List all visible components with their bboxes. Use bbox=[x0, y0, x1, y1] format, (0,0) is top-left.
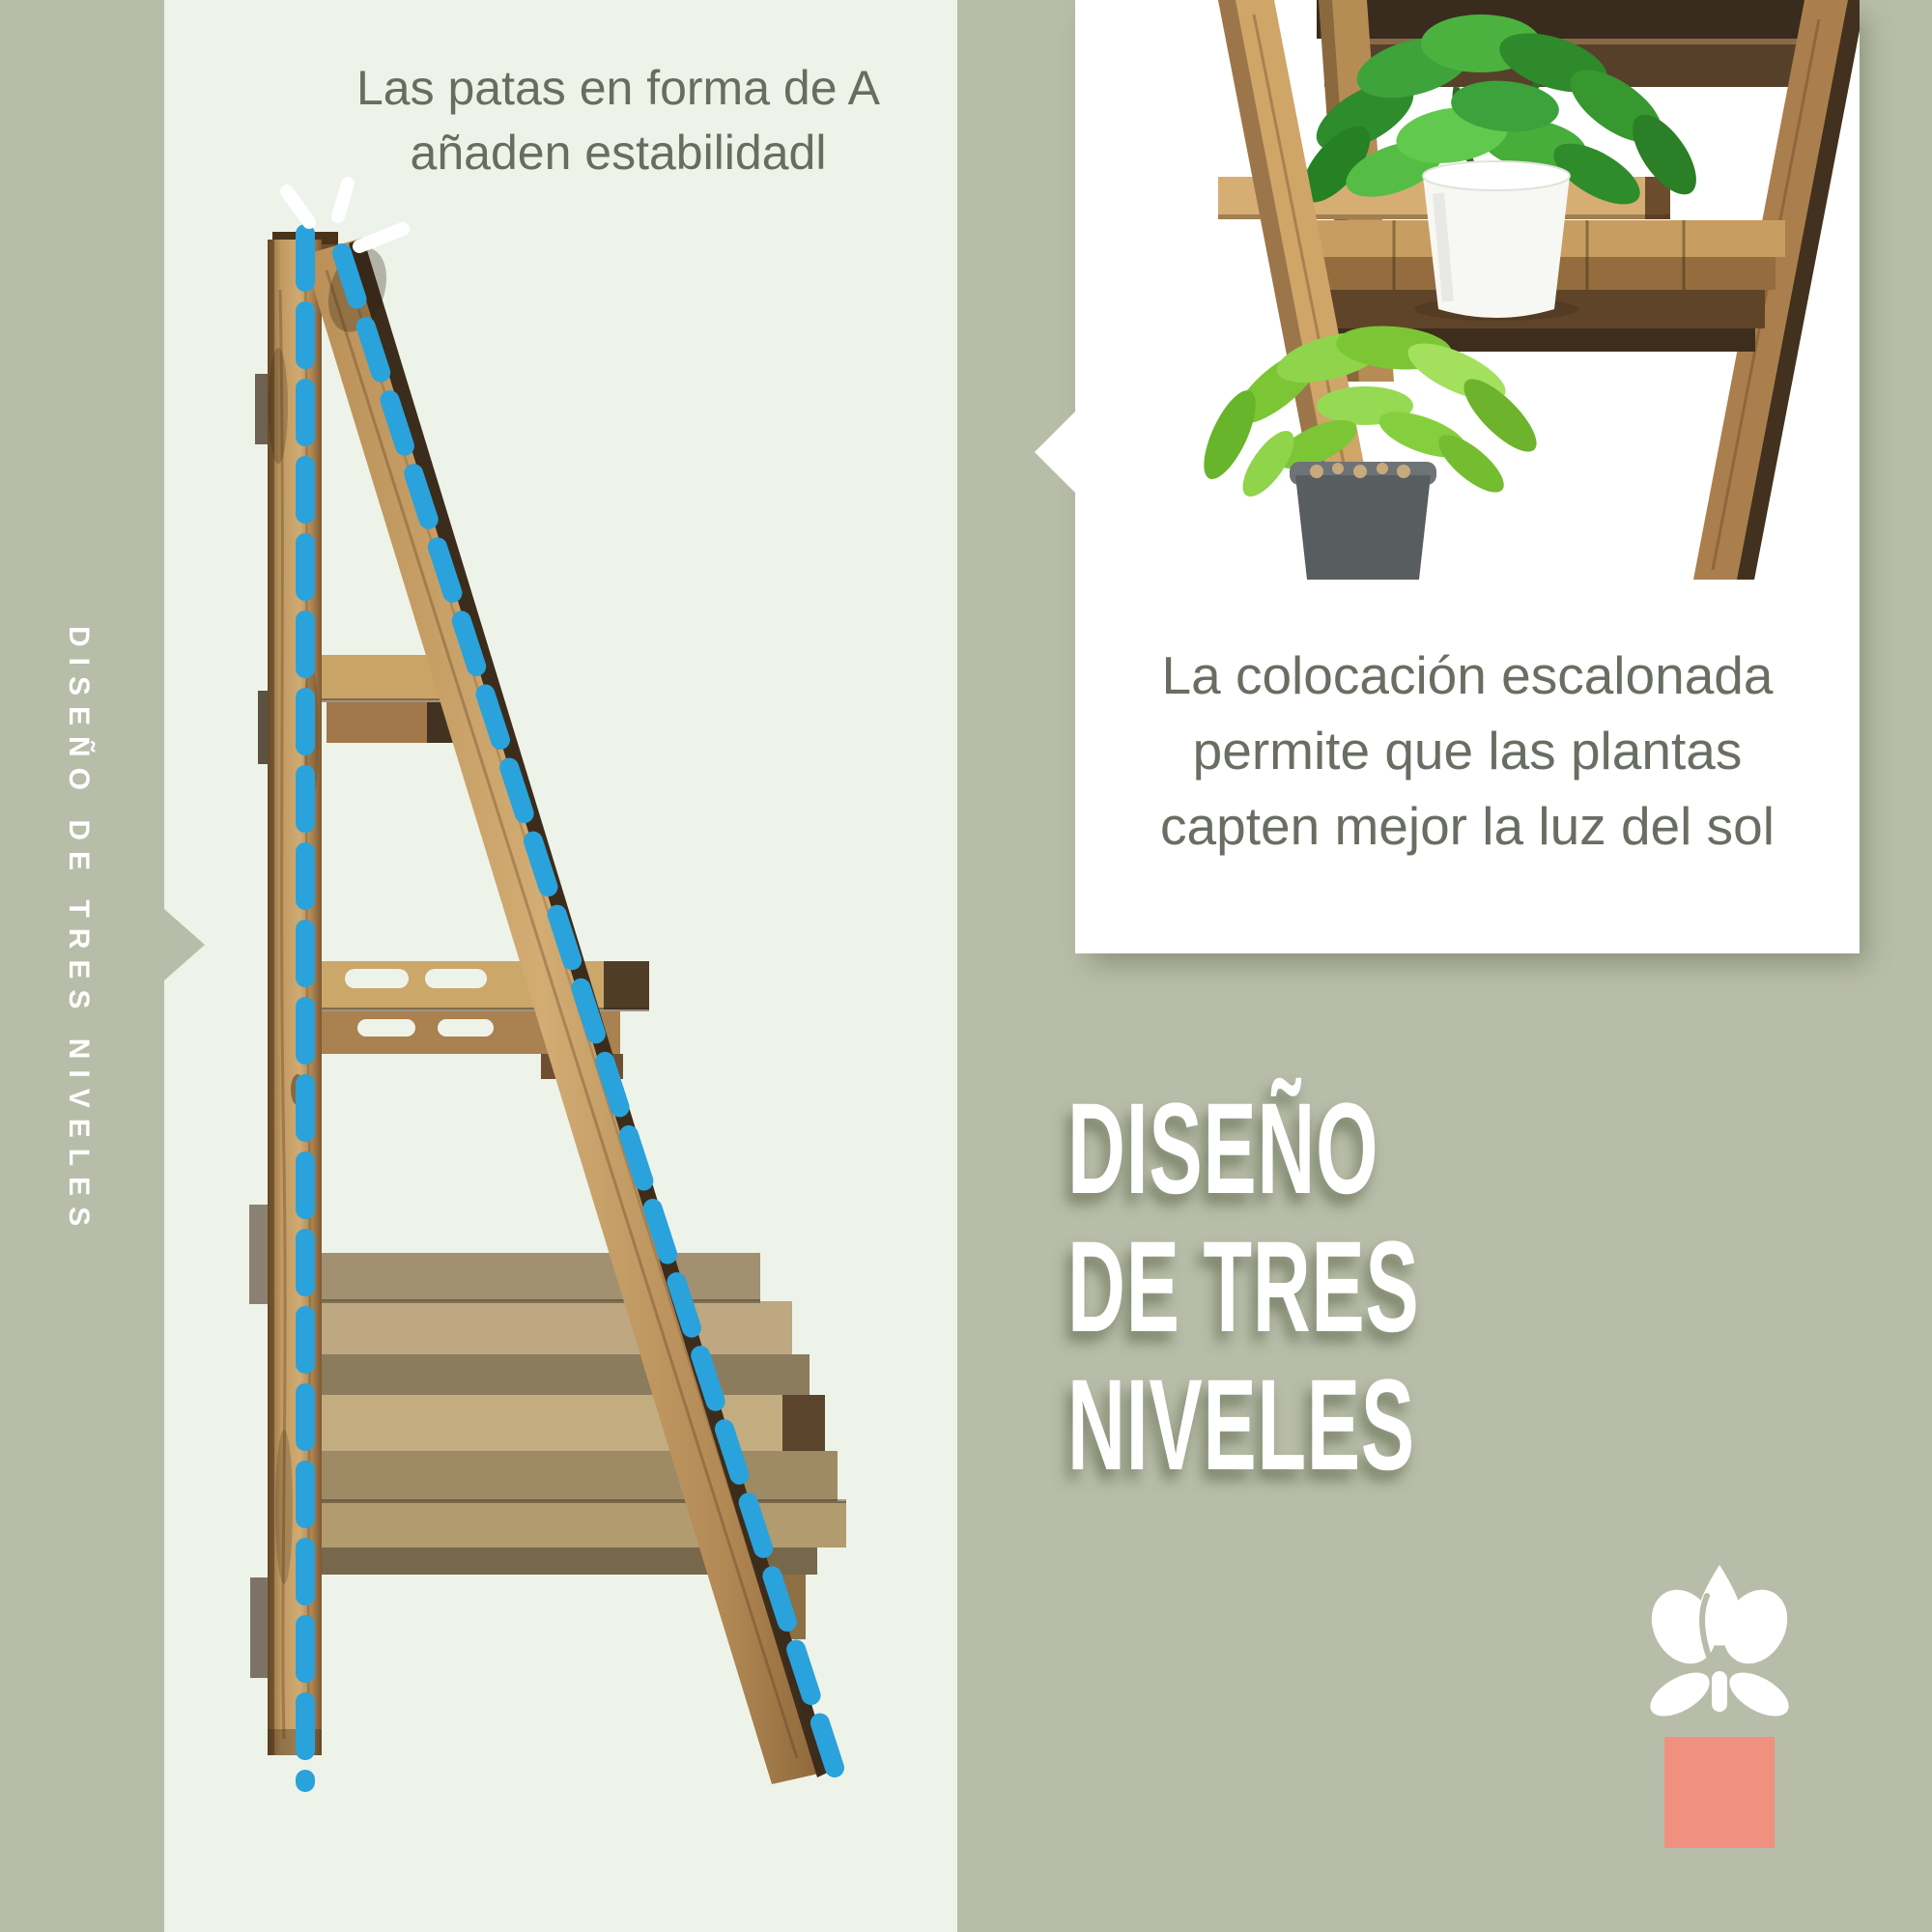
card-notch-arrow-icon bbox=[1035, 412, 1075, 493]
stability-caption-line2: añaden estabilidadl bbox=[410, 126, 827, 180]
main-title-line3: NIVELES bbox=[1067, 1353, 1415, 1497]
ladder-side-view-illustration bbox=[164, 0, 957, 1932]
photo-card bbox=[1075, 0, 1860, 953]
sunlight-caption-line2: permite que las plantas bbox=[1192, 721, 1743, 781]
pot-square-icon bbox=[1664, 1737, 1775, 1848]
photo-white-pot bbox=[1423, 161, 1570, 318]
main-title bbox=[1067, 1077, 1420, 1497]
photo-gray-pot bbox=[1290, 462, 1436, 580]
sunlight-caption bbox=[1075, 638, 1860, 864]
vertical-side-label: DISEÑO DE TRES NIVELES bbox=[63, 626, 95, 1237]
ladder-side-panel bbox=[164, 0, 957, 1932]
sunlight-caption-line1: La colocación escalonada bbox=[1161, 645, 1774, 705]
plant-stand-photo-illustration bbox=[1075, 0, 1860, 580]
main-title-line2: DE TRES bbox=[1067, 1215, 1420, 1359]
stability-caption-line1: Las patas en forma de A bbox=[355, 61, 881, 115]
flower-pot-icon bbox=[1645, 1557, 1790, 1852]
main-title-line1: DISEÑO bbox=[1067, 1077, 1379, 1221]
flower-icon bbox=[1645, 1565, 1790, 1725]
sunlight-caption-line3: capten mejor la luz del sol bbox=[1160, 796, 1775, 856]
